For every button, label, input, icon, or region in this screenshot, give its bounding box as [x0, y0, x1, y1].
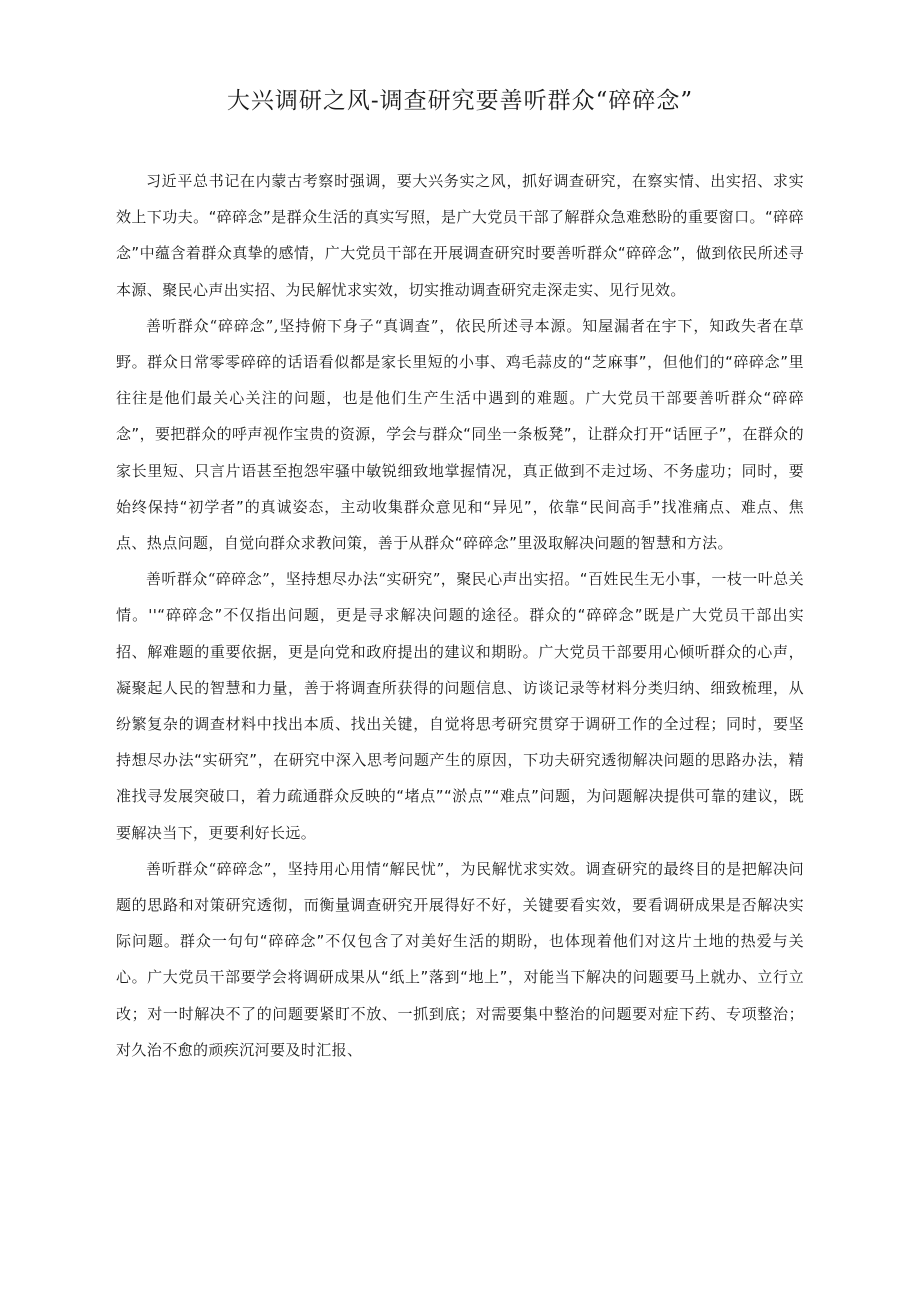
paragraph-text: 习近平总书记在内蒙古考察时强调，要大兴务实之风，抓好调查研究，在察实情、出实招、求实效上下功夫。“碎碎念”是群众生活的真实写照，是广大党员干部了解群众急难愁盼的重要窗口。“碎碎念”中蕴含着群众真挚的感情，广大党员干部在开展调查研究时要善听群众“碎碎念”，做到依民所述寻本源、聚民心声出实招、为民解忧求实效，切实推动调查研究走深走实、见行见效。	[116, 172, 804, 299]
document-title: 大兴调研之风-调查研究要善听群众“碎碎念”	[226, 88, 694, 114]
paragraph-section-1	[116, 308, 804, 561]
paragraph-section-3	[116, 851, 804, 1068]
paragraph-text: 知屋漏者在宇下，知政失者在草野。群众日常零零碎碎的话语看似都是家长里短的小事、鸡毛蒜皮的“芝麻事”，但他们的“碎碎念”里往往是他们最关心关注的问题，也是他们生产生活中遇到的难题。广大党员干部要善听群众“碎碎念”，要把群众的呼声视作宝贵的资源，学会与群众“同坐一条板凳”，让群众打开“话匣子”，在群众的家长里短、只言片语甚至抱怨牢骚中敏锐细致地掌握情况，真正做到不走过场、不务虚功；同时，要始终保持“初学者”的真诚姿态，主动收集群众意见和“异见”，依靠“民间高手”找准痛点、难点、焦点、热点问题，自觉向群众求教问策，善于从群众“碎碎念”里汲取解决问题的智慧和方法。	[116, 316, 804, 553]
paragraph-text: “百姓民生无小事，一枝一叶总关情。''“碎碎念”不仅指出问题，更是寻求解决问题的途径。群众的“碎碎念”既是广大党员干部出实招、解难题的重要依据，更是向党和政府提出的建议和期盼。广大党员干部要用心倾听群众的心声，凝聚起人民的智慧和力量，善于将调查所获得的问题信息、访谈记录等材料分类归纳、细致梳理，从纷繁复杂的调查材料中找出本质、找出关键，自觉将思考研究贯穿于调研工作的全过程；同时，要坚持想尽办法“实研究”，在研究中深入思考问题产生的原因，下功夫研究透彻解决问题的思路办法，精准找寻发展突破口，着力疏通群众反映的“堵点”“淤点”“难点”问题，为问题解决提供可靠的建议，既要解决当下，更要利好长远。	[116, 570, 804, 842]
document-body	[116, 163, 804, 1068]
paragraph-lead: 善听群众“碎碎念”，坚持用心用情“解民忧”，为民解忧求实效。	[146, 859, 586, 878]
paragraph-text: 调查研究的最终目的是把解决问题的思路和对策研究透彻，而衡量调查研究开展得好不好，关键要看实效，要看调研成果是否解决实际问题。群众一句句“碎碎念”不仅包含了对美好生活的期盼，也体现着他们对这片土地的热爱与关心。广大党员干部要学会将调研成果从“纸上”落到“地上”，对能当下解决的问题要马上就办、立行立改；对一时解决不了的问题要紧盯不放、一抓到底；对需要集中整治的问题要对症下药、专项整治；对久治不愈的顽疾沉河要及时汇报、	[116, 859, 804, 1059]
paragraph-lead: 善听群众“碎碎念”,坚持俯下身子“真调查”，依民所述寻本源。	[146, 316, 583, 335]
paragraph-section-2	[116, 561, 804, 851]
paragraph-intro	[116, 163, 804, 308]
paragraph-lead: 善听群众“碎碎念”，坚持想尽办法“实研究”，聚民心声出实招。	[146, 570, 580, 589]
